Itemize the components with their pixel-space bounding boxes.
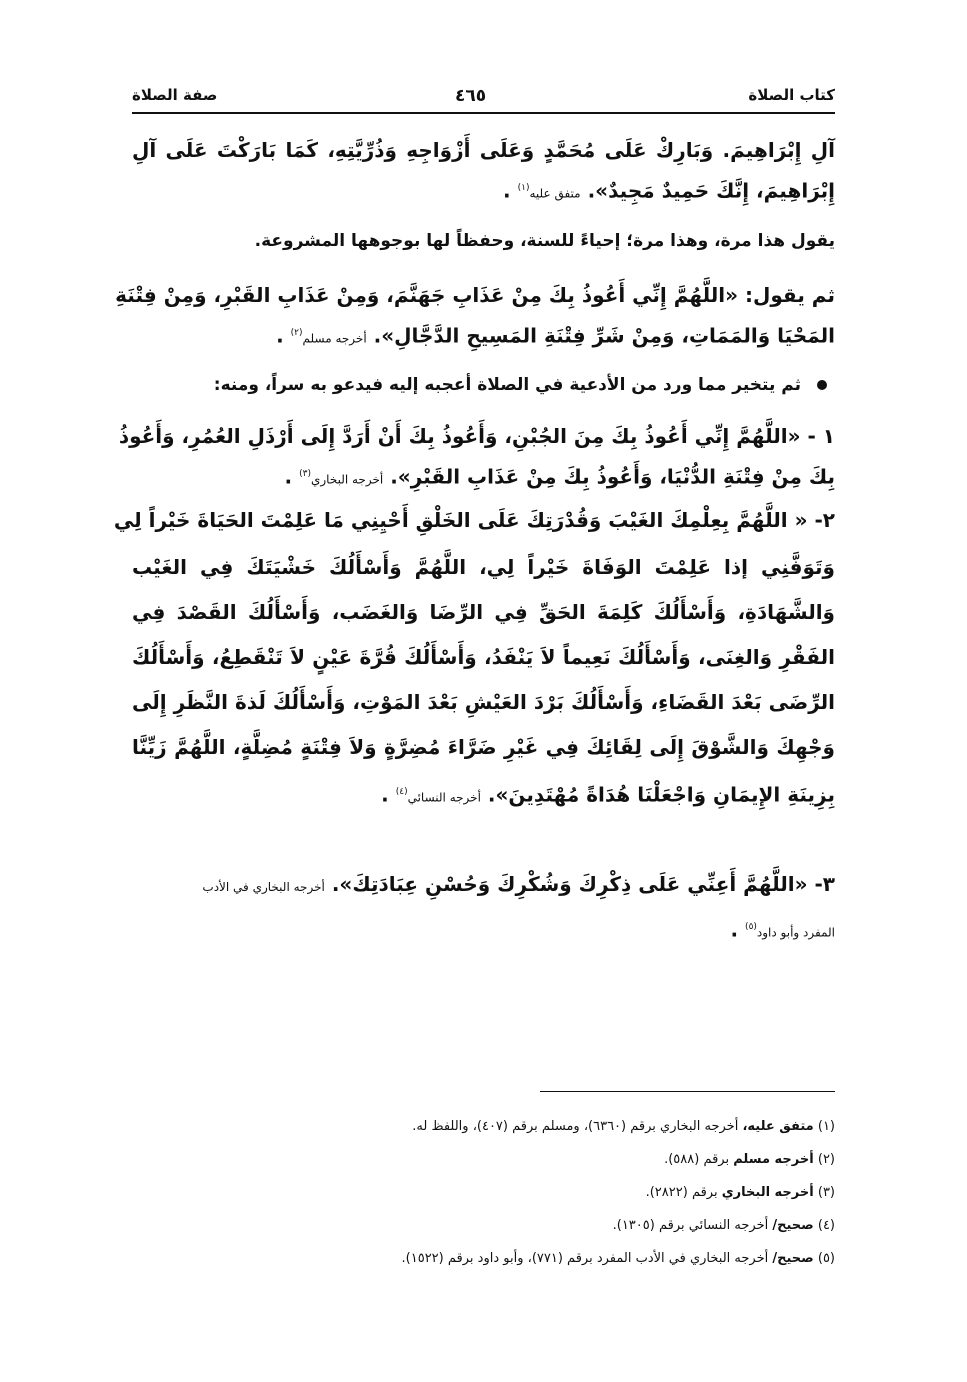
footnote-lead: أخرجه مسلم (733, 1152, 814, 1167)
list-item-2-line: الرِّضَى بَعْدَ القَضَاءِ، وَأَسْأَلُكَ بَرْدَ العَيْشِ بَعْدَ المَوْتِ، وَأَسْأَلُكَ لَذةَ النَّظَرِ إِلَى (132, 690, 835, 714)
footnote-text: برقم (٢٨٢٢). (645, 1185, 722, 1200)
footnote-number: (٥) (817, 1251, 835, 1266)
quote-text: بِزِينَةِ الإِيمَانِ وَاجْعَلْنَا هُدَاةً مُهْتَدِينَ». (487, 782, 835, 807)
page-number: ٤٦٥ (455, 86, 487, 106)
text-line: آلِ إِبْرَاهِيمَ. وَبَارِكْ عَلَى مُحَمَّدٍ وَعَلَى أَزْوَاجِهِ وَذُرِّيَّتِهِ، كَمَا بَارَكْتَ عَلَى آلِ (132, 138, 835, 162)
footnote-number: (١) (817, 1119, 835, 1134)
footnote-text: برقم (٥٨٨). (664, 1152, 734, 1167)
citation: أخرجه النسائي (407, 790, 481, 805)
list-item-1-line: بِكَ مِنْ فِتْنَةِ الدُّنْيَا، وَأَعُوذُ بِكَ مِنْ عَذَابِ القَبْرِ». أخرجه البخاري$^{(٣)}$ . (284, 464, 835, 489)
bullet-icon (817, 380, 827, 390)
footnote-ref: (٣) (299, 469, 311, 479)
footnote-number: (٤) (817, 1218, 835, 1233)
footnote-ref: (١) (517, 183, 530, 193)
list-item-2-line: وَجْهِكَ وَالشَّوْقَ إِلَى لِقَائِكَ فِي غَيْرِ ضَرَّاءَ مُضِرَّةٍ وَلاَ فِتْنَةٍ مُضِلَّةٍ، اللَّهُمَّ زَيِّنَّا (132, 735, 835, 759)
citation: أخرجه البخاري (310, 472, 384, 487)
list-item-2-line: وَالشَّهَادَةِ، وَأَسْأَلُكَ كَلِمَةَ الحَقِّ فِي الرِّضَا وَالغَضَب، وَأَسْأَلُكَ القَصْدَ فِي (132, 600, 835, 624)
bullet-text: ثم يتخير مما ورد من الأدعية في الصلاة أعجبه إليه فيدعو به سراً، ومنه: (213, 375, 801, 395)
running-header-book: كتاب الصلاة (748, 86, 835, 104)
quote-text: ٣- «اللَّهُمَّ أَعِنِّي عَلَى ذِكْرِكَ وَشُكْرِكَ وَحُسْنِ عِبَادَتِكَ». (331, 872, 835, 896)
footnote-number: (٢) (817, 1152, 835, 1167)
citation: أخرجه البخاري في الأدب (202, 880, 325, 894)
citation: متفق عليه (529, 186, 581, 201)
footnote-ref: (٥) (745, 922, 757, 932)
citation: أخرجه مسلم (302, 331, 367, 346)
footnote-text: أخرجه البخاري في الأدب المفرد برقم (٧٧١)، وأبو داود برقم (١٥٢٢). (401, 1251, 773, 1266)
header-rule (132, 112, 835, 114)
footnote-number: (٣) (817, 1185, 835, 1200)
text-line: ثم يقول: «اللَّهُمَّ إِنِّي أَعُوذُ بِكَ مِنْ عَذَابِ جَهَنَّمَ، وَمِنْ عَذَابِ القَبْرِ، وَمِنْ فِتْنَةِ (115, 283, 835, 307)
bullet-paragraph (132, 370, 827, 400)
list-item-2-line: بِزِينَةِ الإِيمَانِ وَاجْعَلْنَا هُدَاةً مُهْتَدِينَ». أخرجه النسائي$^{(٤)}$ . (381, 782, 835, 807)
quote-text: المَحْيَا وَالمَمَاتِ، وَمِنْ شَرِّ فِتْنَةِ المَسِيحِ الدَّجَّالِ». (373, 323, 835, 348)
footnote-rule (540, 1091, 835, 1092)
citation: المفرد وأبو داود (756, 925, 835, 940)
list-item-3-line (132, 869, 835, 902)
list-item-2-line: ٢- « اللَّهُمَّ بِعِلْمِكَ الغَيْبَ وَقُدْرَتِكَ عَلَى الخَلْقِ أَحْيِنِي مَا عَلِمْتَ الحَيَاةَ خَيْراً لِي (113, 508, 835, 532)
footnote-ref: (٤) (395, 787, 408, 797)
quote-text: إِبْرَاهِيمَ، إِنَّكَ حَمِيدٌ مَجِيدٌ». (587, 178, 835, 203)
list-item-1-line: ١ - «اللَّهُمَّ إِنِّي أَعُوذُ بِكَ مِنَ الجُبْنِ، وَأَعُوذُ بِكَ أَنْ أَرَدَّ إِلَى أَرْذَلِ العُمُرِ، وَأَعُوذُ (118, 424, 835, 448)
quote-text: بِكَ مِنْ فِتْنَةِ الدُّنْيَا، وَأَعُوذُ بِكَ مِنْ عَذَابِ القَبْرِ». (390, 464, 835, 489)
footnote-lead: أخرجه البخاري (721, 1185, 814, 1200)
footnote-lead: صحيح/ (772, 1218, 814, 1233)
footnote (402, 1249, 835, 1269)
text-line: إِبْرَاهِيمَ، إِنَّكَ حَمِيدٌ مَجِيدٌ». متفق عليه$^{(١)}$ . (503, 178, 835, 203)
footnote-text: أخرجه البخاري برقم (٦٣٦٠)، ومسلم برقم (٤٠٧)، واللفظ له. (412, 1119, 743, 1134)
footnote (664, 1150, 835, 1170)
list-item-2-line: وَتَوَفَّنِي إذا عَلِمْتَ الوَفَاةَ خَيْراً لِي، اللَّهُمَّ وَأَسْأَلُكَ خَشْيَتَكَ فِي الغَيْب (132, 555, 835, 579)
text-line: المَحْيَا وَالمَمَاتِ، وَمِنْ شَرِّ فِتْنَةِ المَسِيحِ الدَّجَّالِ». أخرجه مسلم$^{(٢)}$ . (276, 323, 835, 348)
footnote-ref: (٢) (290, 328, 303, 338)
list-item-3-line: المفرد وأبو داود$^{(٥)}$ . (730, 917, 835, 942)
footnote-lead: صحيح/ (772, 1251, 814, 1266)
running-header-chapter: صفة الصلاة (132, 86, 218, 104)
paragraph: يقول هذا مرة، وهذا مرة؛ إحياءً للسنة، وحفظاً لها بوجوهها المشروعة. (254, 231, 835, 251)
footnote-text: أخرجه النسائي برقم (١٣٠٥). (612, 1218, 773, 1233)
list-item-2-line: الفَقْرِ وَالغِنَى، وَأَسْأَلُكَ نَعِيماً لاَ يَنْفَدُ، وَأَسْأَلُكَ قُرَّةَ عَيْنٍ لاَ تَنْقَطِعُ، وَأَسْأَلُكَ (132, 645, 835, 669)
footnote (412, 1117, 835, 1137)
footnote (646, 1183, 835, 1203)
footnote-lead: متفق عليه، (742, 1119, 814, 1134)
footnote (613, 1216, 835, 1236)
